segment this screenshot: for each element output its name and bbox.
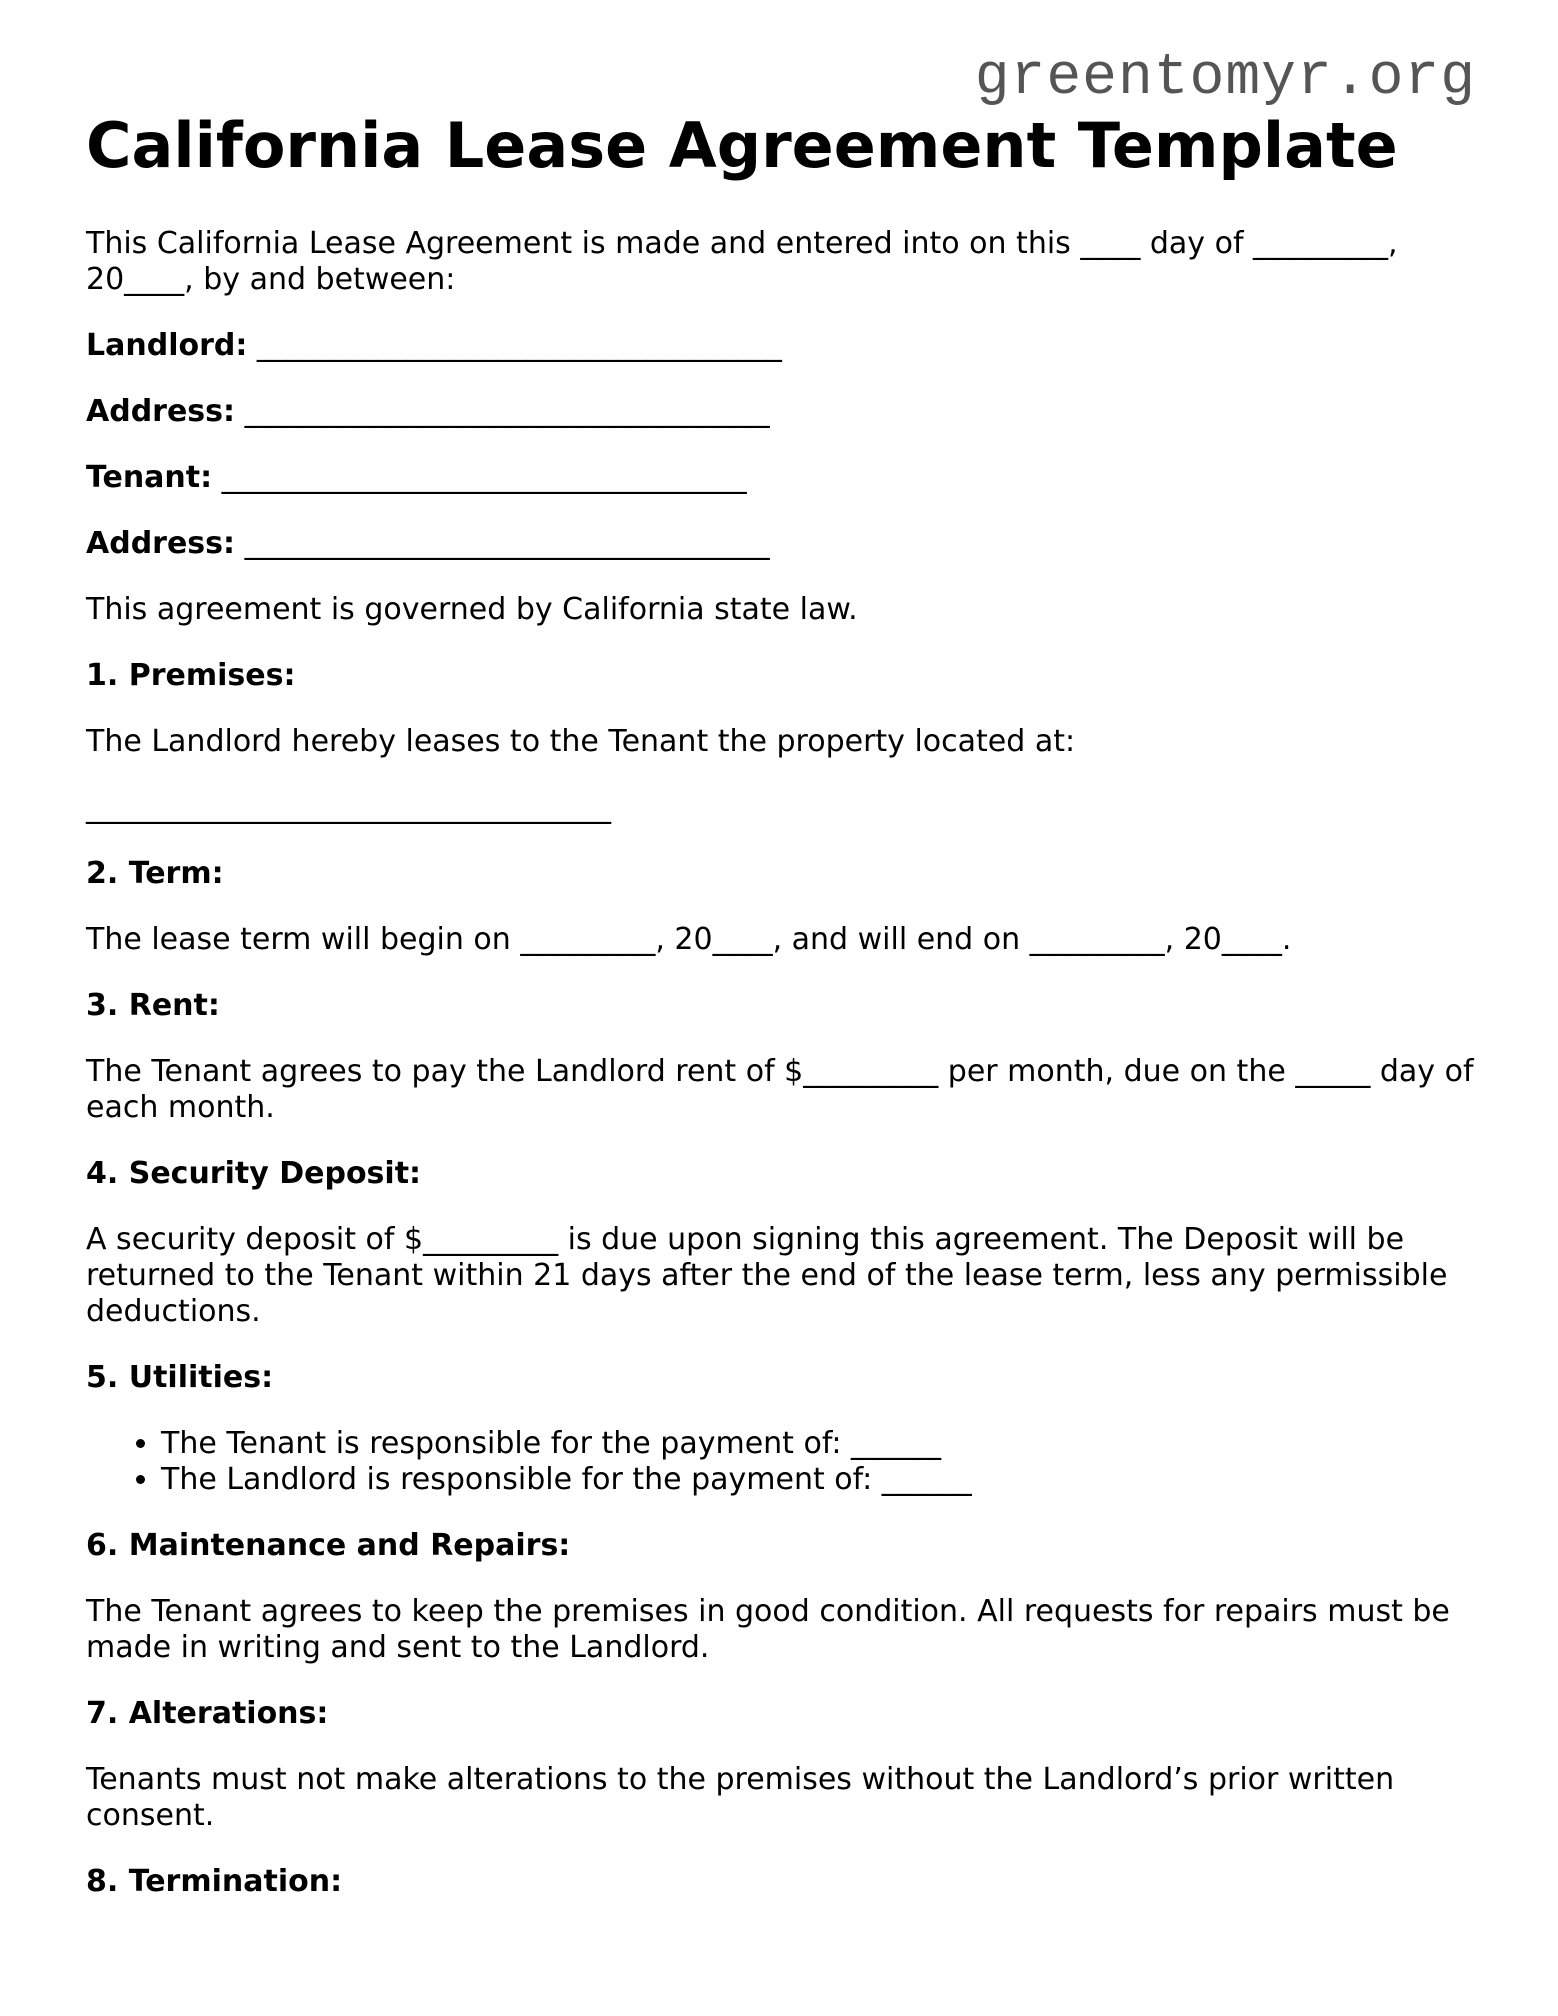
document-title: California Lease Agreement Template [86, 109, 1398, 182]
landlord-address-label: Address: [86, 394, 236, 429]
maintenance-text: The Tenant agrees to keep the premises in good condition. All requests for repairs must be made in writing and sent to the Landlord. [86, 1594, 1450, 1665]
landlord-address-blank: ___________________________________ [244, 394, 770, 429]
maintenance-heading: 6. Maintenance and Repairs: [86, 1528, 571, 1563]
intro-paragraph: This California Lease Agreement is made and entered into on this ____ day of _________, 20____, by and between: [86, 226, 1398, 297]
termination-heading: 8. Termination: [86, 1864, 343, 1899]
watermark: greentomyr.org [974, 46, 1476, 111]
rent-heading: 3. Rent: [86, 988, 220, 1023]
document-page [86, 108, 1486, 1930]
landlord-address-field [86, 394, 1486, 430]
premises-heading: 1. Premises: [86, 658, 296, 693]
landlord-blank: ___________________________________ [256, 328, 782, 363]
landlord-field [86, 328, 1486, 364]
tenant-address-label: Address: [86, 526, 236, 561]
term-heading: 2. Term: [86, 856, 224, 891]
tenant-blank: ___________________________________ [221, 460, 747, 495]
tenant-field [86, 460, 1486, 496]
premises-text: The Landlord hereby leases to the Tenant the property located at: [86, 724, 1076, 759]
tenant-address-blank: ___________________________________ [244, 526, 770, 561]
term-text: The lease term will begin on _________, 20____, and will end on _________, 20____. [86, 922, 1292, 957]
premises-blank: ___________________________________ [86, 790, 611, 825]
list-item: • The Landlord is responsible for the payment of: ______ [161, 1462, 1486, 1498]
tenant-address-field [86, 526, 1486, 562]
deposit-text: A security deposit of $_________ is due upon signing this agreement. The Deposit will be returned to the Tenant within 21 days after the end of the lease term, less any permissible deductions. [86, 1222, 1448, 1329]
governing-law: This agreement is governed by California state law. [86, 592, 858, 627]
deposit-heading: 4. Security Deposit: [86, 1156, 422, 1191]
rent-text: The Tenant agrees to pay the Landlord rent of $_________ per month, due on the _____ day of each month. [86, 1054, 1474, 1125]
list-item: • The Tenant is responsible for the payment of: ______ [161, 1426, 1486, 1462]
utilities-list [86, 1426, 1486, 1498]
utilities-heading: 5. Utilities: [86, 1360, 274, 1395]
alterations-text: Tenants must not make alterations to the premises without the Landlord’s prior written consent. [86, 1762, 1395, 1833]
alterations-heading: 7. Alterations: [86, 1696, 329, 1731]
tenant-label: Tenant: [86, 460, 213, 495]
landlord-label: Landlord: [86, 328, 248, 363]
